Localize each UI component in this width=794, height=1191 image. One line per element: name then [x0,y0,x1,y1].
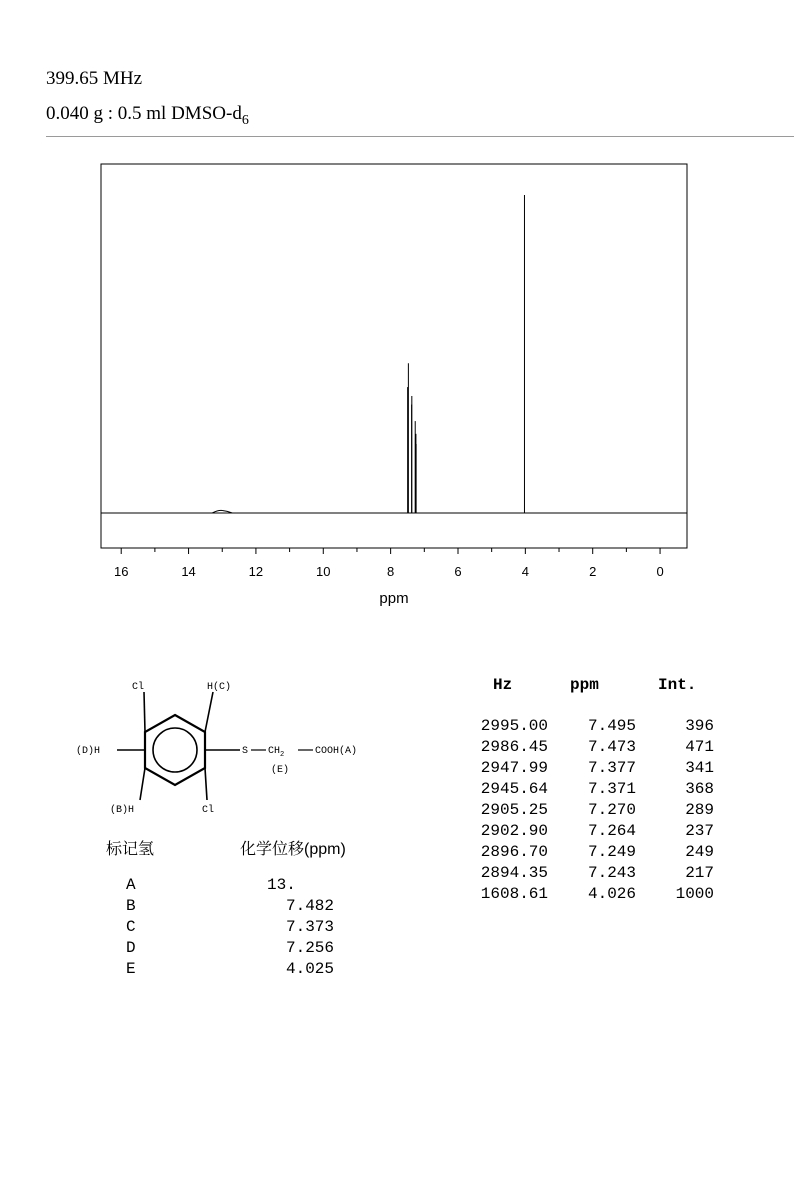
cell-int: 289 [685,801,714,819]
assignment-row [0,939,400,960]
assignment-row [0,918,400,939]
cell-int: 396 [685,717,714,735]
chemical-shift: 13. [267,876,296,894]
table-row [460,801,740,822]
ch2-text: CH [268,746,281,757]
col-header-hz: Hz [493,676,513,694]
benzene-ring [145,715,205,785]
group-cooh: COOH(A) [315,746,358,757]
shift-column-header: 化学位移(ppm) [240,841,346,858]
plot-frame [101,164,687,548]
hydrogen-label: C [126,918,136,936]
molecule-structure [70,670,400,820]
cell-hz: 2947.99 [480,759,548,777]
sample-text: 0.040 g : 0.5 ml DMSO-d [46,103,242,124]
nmr-spectrum-chart [0,150,794,620]
cell-hz: 2894.35 [480,864,548,882]
x-tick-label: 4 [521,564,529,579]
x-tick-label: 12 [248,564,264,579]
atom-h-d: (D)H [76,746,101,757]
table-row [460,780,740,801]
cell-hz: 1608.61 [480,885,548,903]
atom-cl-top: Cl [132,682,145,693]
x-tick-label: 14 [181,564,196,579]
hydrogen-label: B [126,897,136,915]
atom-h-b: (B)H [110,805,135,816]
cell-int: 237 [685,822,714,840]
hydrogen-label: A [126,876,136,894]
label-e: (E) [271,765,290,776]
cell-int: 341 [685,759,714,777]
x-tick-label: 6 [454,564,462,579]
hydrogen-label: D [126,939,136,957]
col-header-ppm: ppm [570,676,599,694]
assignment-row [0,960,400,981]
cell-hz: 2995.00 [480,717,548,735]
x-axis-ticks [121,548,660,554]
table-row [460,885,740,906]
group-ch2 [268,746,284,759]
cell-int: 471 [685,738,714,756]
table-row [460,822,740,843]
x-tick-label: 2 [589,564,597,579]
bond-cl-bottom [205,768,207,800]
cell-ppm: 7.264 [587,822,636,840]
chemical-shift: 7.256 [285,939,334,957]
x-axis-label: ppm [379,590,409,607]
cell-ppm: 7.371 [587,780,636,798]
sample-subscript: 6 [241,112,249,128]
ch2-subscript: 2 [280,751,285,759]
peak-lines [408,195,525,513]
x-tick-label: 0 [656,564,664,579]
atom-h-c: H(C) [207,682,232,693]
cell-ppm: 7.495 [587,717,636,735]
assignment-row [0,897,400,918]
cell-hz: 2902.90 [480,822,548,840]
aromatic-circle [153,728,197,772]
cell-hz: 2945.64 [480,780,548,798]
table-row [460,759,740,780]
cell-int: 1000 [675,885,714,903]
table-row [460,864,740,885]
cell-ppm: 7.270 [587,801,636,819]
table-row [460,843,740,864]
chemical-shift: 7.482 [285,897,334,915]
cell-ppm: 7.473 [587,738,636,756]
x-tick-label: 16 [113,564,129,579]
cell-int: 217 [685,864,714,882]
bond-cl-top [144,692,145,732]
cell-ppm: 4.026 [587,885,636,903]
chemical-shift: 4.025 [285,960,334,978]
cell-hz: 2905.25 [480,801,548,819]
atom-s: S [242,746,249,757]
bond-h-b [140,768,145,800]
cell-hz: 2896.70 [480,843,548,861]
header-divider [46,136,794,137]
label-column-header: 标记氢 [106,841,155,858]
bond-h-c [205,692,213,732]
cell-int: 249 [685,843,714,861]
table-row [460,717,740,738]
sample-conditions [46,103,249,129]
cell-ppm: 7.249 [587,843,636,861]
cell-hz: 2986.45 [480,738,548,756]
x-axis-tick-labels [114,564,664,579]
spectrometer-frequency: 399.65 MHz [46,68,143,89]
chemical-shift: 7.373 [285,918,334,936]
col-header-int: Int. [658,676,697,694]
cell-ppm: 7.377 [587,759,636,777]
assignment-row [0,876,400,897]
x-tick-label: 10 [316,564,331,579]
atom-cl-bottom: Cl [202,805,215,816]
hydrogen-label: E [126,960,136,978]
x-tick-label: 8 [387,564,395,579]
cell-ppm: 7.243 [587,864,636,882]
table-row [460,738,740,759]
cell-int: 368 [685,780,714,798]
